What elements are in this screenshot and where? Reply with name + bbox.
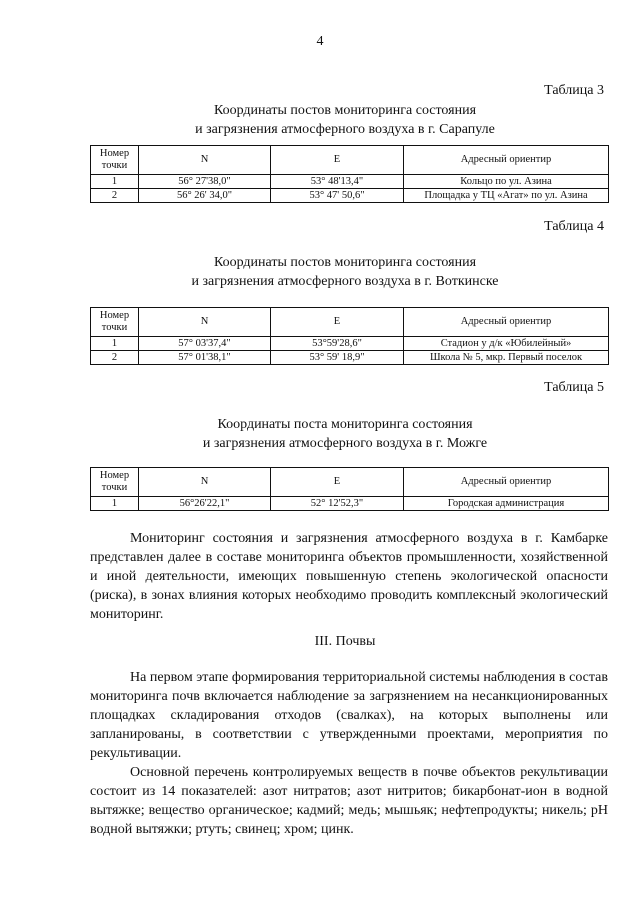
header-cell: N <box>139 468 271 497</box>
paragraph-soil <box>90 668 608 839</box>
table-cell: Школа № 5, мкр. Первый поселок <box>404 351 609 365</box>
table-cell: 1 <box>91 497 139 511</box>
table-cell: 53° 47' 50,6" <box>271 189 404 203</box>
table-title: Координаты поста мониторинга состояния и загрязнения атмосферного воздуха в г. Можге <box>202 417 488 451</box>
coordinates-table <box>90 467 609 511</box>
header-cell: Адресный ориентир <box>404 146 609 175</box>
table-cell: 53° 48'13,4" <box>271 175 404 189</box>
table-caption: Таблица 4 <box>544 219 604 234</box>
header-cell: Адресный ориентир <box>404 308 609 337</box>
table-row <box>91 337 609 351</box>
table-row <box>91 189 609 203</box>
table-cell: 1 <box>91 175 139 189</box>
table-cell: Стадион у д/к «Юбилейный» <box>404 337 609 351</box>
header-cell: Адресный ориентир <box>404 468 609 497</box>
table-header-row <box>91 308 609 337</box>
table-caption: Таблица 3 <box>544 83 604 98</box>
coordinates-table <box>90 145 609 203</box>
table-row <box>91 351 609 365</box>
table-title: Координаты постов мониторинга состояния и загрязнения атмосферного воздуха в г. Воткинске <box>191 255 499 289</box>
paragraph-monitoring: Мониторинг состояния и загрязнения атмосферного воздуха в г. Камбарке представлен далее в составе мониторинга объектов промышленности, хозяйственной и иной деятельности, имеющих повышенную степень экологической опасности (риска), в зонах влияния которых необходимо проводить комплексный экологический мониторинг. <box>90 531 608 622</box>
table-cell: 57° 01'38,1" <box>139 351 271 365</box>
table-header-row <box>91 146 609 175</box>
table-caption: Таблица 5 <box>544 380 604 395</box>
table-cell: Площадка у ТЦ «Агат» по ул. Азина <box>404 189 609 203</box>
header-cell: Номер точки <box>91 308 139 337</box>
section-title: III. Почвы <box>314 634 376 649</box>
table-row <box>91 175 609 189</box>
table-cell: 53° 59' 18,9" <box>271 351 404 365</box>
header-cell: N <box>139 146 271 175</box>
table-cell: 57° 03'37,4" <box>139 337 271 351</box>
table-cell: Городская администрация <box>404 497 609 511</box>
header-cell: N <box>139 308 271 337</box>
table-cell: 2 <box>91 189 139 203</box>
table-cell: 2 <box>91 351 139 365</box>
table-row <box>91 497 609 511</box>
header-cell: E <box>271 468 404 497</box>
header-cell: E <box>271 308 404 337</box>
table-cell: 56° 26' 34,0" <box>139 189 271 203</box>
table-cell: 1 <box>91 337 139 351</box>
header-cell: Номер точки <box>91 468 139 497</box>
paragraph-soil-2: Основной перечень контролируемых веществ в почве объектов рекультивации состоит из 14 показателей: азот нитратов; азот нитритов; бикарбонат-ион в водной вытяжке; вещество органическое; кадмий; медь; мышьяк; нефтепродукты; никель; рН водной вытяжки; ртуть; свинец; хром; цинк. <box>90 765 608 837</box>
page-number: 4 <box>316 34 324 49</box>
table-header-row <box>91 468 609 497</box>
table-cell: 52° 12'52,3" <box>271 497 404 511</box>
header-cell: E <box>271 146 404 175</box>
coordinates-table <box>90 307 609 365</box>
table-cell: 56°26'22,1" <box>139 497 271 511</box>
table-cell: 53°59'28,6" <box>271 337 404 351</box>
paragraph-soil-1: На первом этапе формирования территориальной системы наблюдения в состав мониторинга почв включается наблюдение за загрязнением на несанкционированных площадках складирования отходов (свалках), на которых выполнены или запланированы, в соответствии с утвержденными проектами, мероприятия по рекультивации. <box>90 670 608 761</box>
header-cell: Номер точки <box>91 146 139 175</box>
table-cell: 56° 27'38,0" <box>139 175 271 189</box>
table-cell: Кольцо по ул. Азина <box>404 175 609 189</box>
table-title: Координаты постов мониторинга состояния и загрязнения атмосферного воздуха в г. Сарапуле <box>195 103 495 137</box>
